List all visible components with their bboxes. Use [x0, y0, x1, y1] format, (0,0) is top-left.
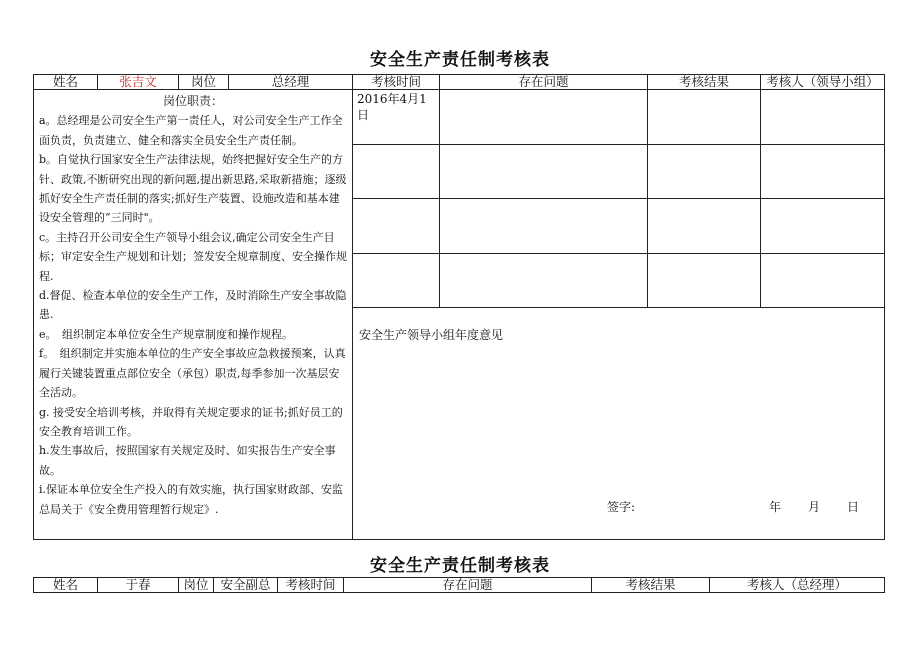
- result-cell: [648, 145, 761, 199]
- assessment-date: 2016年4月1日: [353, 90, 440, 145]
- issue-cell: [440, 199, 648, 254]
- duty-h: h.发生事故后，按照国家有关规定及时、如实报告生产安全事故。: [39, 444, 336, 477]
- result-cell: [648, 199, 761, 254]
- position-value: 安全副总: [214, 578, 278, 593]
- result-label: 考核结果: [648, 75, 761, 90]
- duty-a: a。总经理是公司安全生产第一责任人，对公司安全生产工作全面负责，负责建立、健全和落实全员安全生产责任制。: [39, 114, 343, 147]
- assessor-label: 考核人（领导小组）: [761, 75, 885, 90]
- issue-label: 存在问题: [344, 578, 592, 593]
- assessor-cell: [761, 254, 885, 308]
- duty-g: g. 接受安全培训考核，并取得有关规定要求的证书;抓好员工的安全教育培训工作。: [39, 405, 343, 438]
- form1-title: 安全生产责任制考核表: [370, 50, 550, 70]
- assessor-cell: [761, 199, 885, 254]
- form1-table: [33, 74, 885, 540]
- issue-cell: [440, 145, 648, 199]
- duty-e: e。 组织制定本单位安全生产规章制度和操作规程。: [39, 327, 294, 341]
- name-value: 张吉文: [98, 75, 179, 90]
- day-label: 日: [847, 500, 860, 514]
- duty-f: f。 组织制定并实施本单位的生产安全事故应急救援预案，认真履行关键装置重点部位安全（承包）职责,每季参加一次基层安全活动。: [39, 347, 346, 400]
- duty-c: c。主持召开公司安全生产领导小组会议,确定公司安全生产目标；审定安全生产规划和计划；签发安全规章制度、安全操作规程.: [39, 230, 347, 283]
- result-cell: [648, 90, 761, 145]
- position-label: 岗位: [179, 75, 229, 90]
- duty-b: b。自觉执行国家安全生产法律法规，始终把握好安全生产的方针、政策,不断研究出现的新问题,提出新思路,采取新措施；逐级抓好安全生产责任制的落实;抓好生产装置、设施改造和基本建设安全管理的“三同时"。: [39, 153, 347, 225]
- opinion-label: 安全生产领导小组年度意见: [359, 328, 504, 342]
- result-label: 考核结果: [592, 578, 710, 593]
- position-label: 岗位: [179, 578, 214, 593]
- time-cell: [353, 199, 440, 254]
- duty-i: i.保证本单位安全生产投入的有效实施，执行国家财政部、安监总局关于《安全费用管理暂行规定》.: [39, 483, 344, 516]
- signature-label: 签字:: [607, 500, 636, 514]
- form2-title: 安全生产责任制考核表: [370, 556, 550, 576]
- year-label: 年: [769, 500, 782, 514]
- assessor-cell: [761, 145, 885, 199]
- month-label: 月: [808, 500, 821, 514]
- time-label: 考核时间: [353, 75, 440, 90]
- form2-table: [33, 577, 885, 593]
- issue-cell: [440, 254, 648, 308]
- time-cell: [353, 145, 440, 199]
- duty-d: d.督促、检查本单位的安全生产工作，及时消除生产安全事故隐患.: [39, 289, 347, 322]
- name-label: 姓名: [34, 75, 98, 90]
- result-cell: [648, 254, 761, 308]
- duties-title: 岗位职责：: [162, 94, 223, 108]
- name-label: 姓名: [34, 578, 98, 593]
- assessor-label: 考核人（总经理）: [710, 578, 885, 593]
- time-cell: [353, 254, 440, 308]
- assessor-cell: [761, 90, 885, 145]
- duties-cell: [34, 90, 353, 540]
- name-value: 于春: [98, 578, 179, 593]
- time-label: 考核时间: [278, 578, 344, 593]
- position-value: 总经理: [229, 75, 353, 90]
- issue-cell: [440, 90, 648, 145]
- issue-label: 存在问题: [440, 75, 648, 90]
- opinion-cell: [353, 308, 885, 540]
